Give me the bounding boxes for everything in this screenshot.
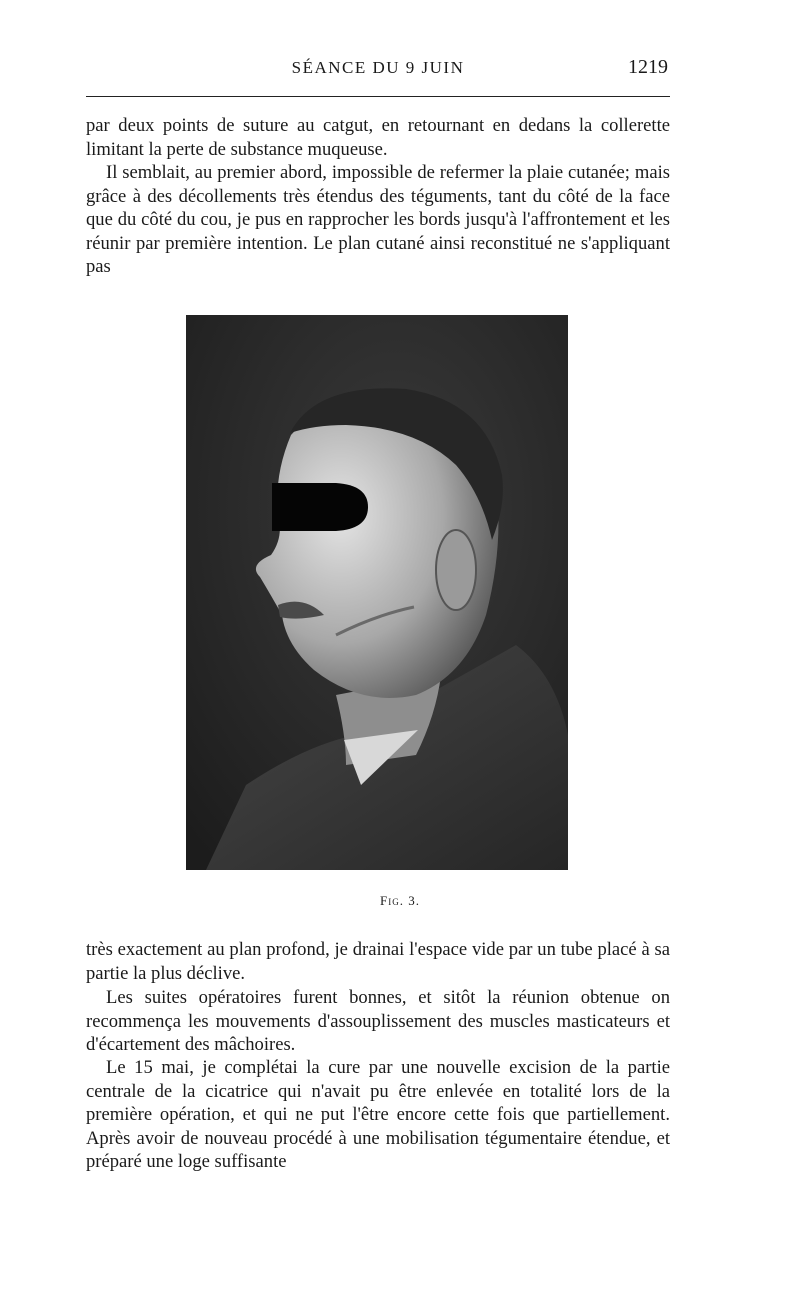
- paragraph: Il semblait, au premier abord, impossible de refermer la plaie cutanée; mais grâce à des décollements très étendus des téguments, tant du côté de la face que du côté du cou, je pus en rapprocher les bords jusqu'à l'affrontement et les réunir par première intention. Le plan cutané ainsi reconstitué ne s'appliquant pas: [86, 162, 670, 278]
- page-number: 1219: [628, 56, 668, 78]
- paragraph: par deux points de suture au catgut, en retournant en dedans la collerette limitant la perte de substance muqueuse.: [86, 115, 670, 160]
- header-rule: [86, 96, 670, 97]
- running-head: SÉANCE DU 9 JUIN: [291, 58, 465, 77]
- paragraph: Les suites opératoires furent bonnes, et sitôt la réunion obtenue on recommença les mouvements d'assouplissement des muscles masticateurs et d'écartement des mâchoires.: [86, 987, 670, 1056]
- paragraph: Le 15 mai, je complétai la cure par une nouvelle excision de la partie centrale de la cicatrice qui n'avait pu être enlevée en totalité lors de la première opération, et qui ne put l'être encore cette fois que partiellement. Après avoir de nouveau procédé à une mobilisation tégumentaire étendue, et préparé une loge suffisante: [86, 1057, 670, 1173]
- paragraph: très exactement au plan profond, je drainai l'espace vide par un tube placé à sa partie la plus déclive.: [86, 939, 670, 984]
- page-header: [86, 58, 670, 86]
- figure-caption: Fig. 3.: [380, 893, 420, 908]
- figure-photograph: [186, 315, 568, 870]
